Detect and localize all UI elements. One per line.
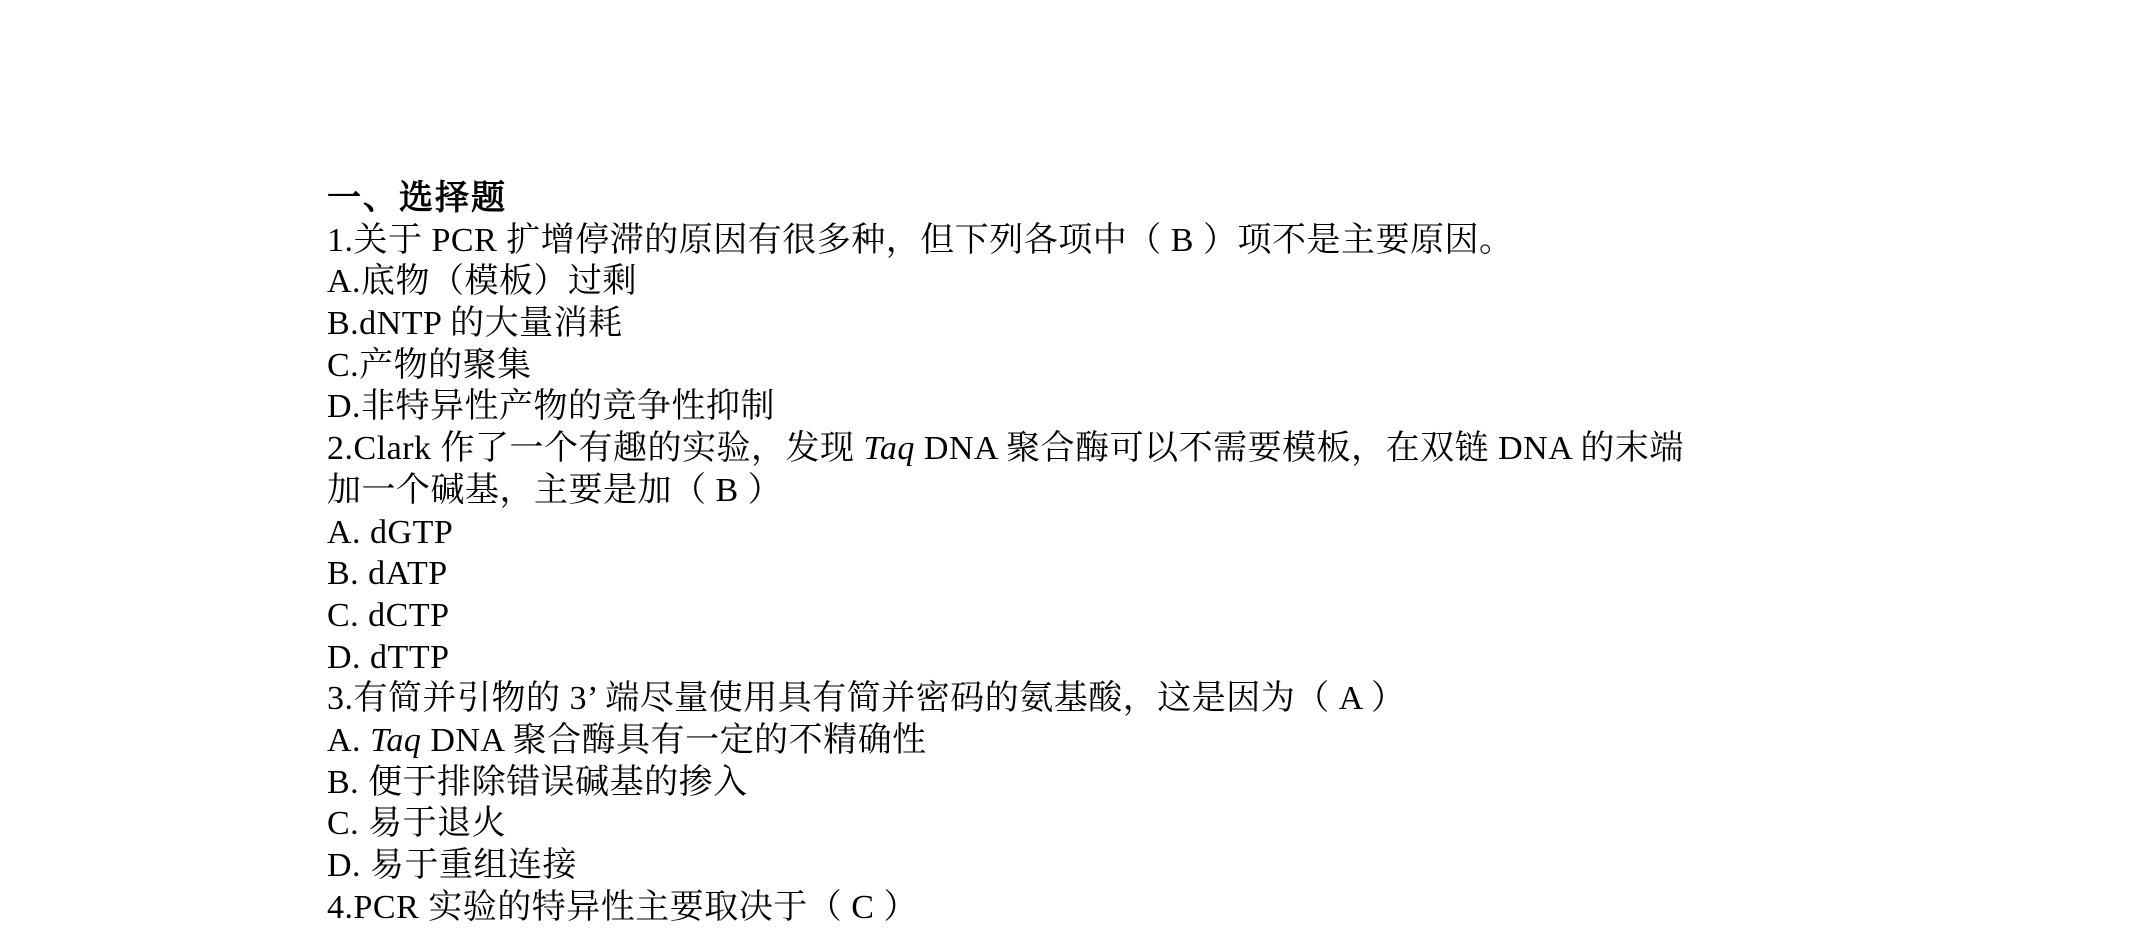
text-segment: D.非特异性产物的竞争性抑制: [327, 388, 776, 426]
question-2-option-a: [327, 512, 1684, 554]
question-3-option-c: [327, 803, 1684, 845]
text-segment: B.dNTP 的大量消耗: [327, 305, 623, 343]
question-1-stem: [327, 220, 1684, 262]
question-3-option-b: [327, 762, 1684, 804]
text-segment: DNA 聚合酶具有一定的不精确性: [421, 721, 927, 759]
text-segment: 1.关于 PCR 扩增停滞的原因有很多种，但下列各项中（ B ）项不是主要原因。: [327, 221, 1514, 259]
question-1-option-d: [327, 386, 1684, 428]
text-segment: 2.Clark 作了一个有趣的实验，发现: [327, 430, 864, 468]
question-3-option-a: [327, 720, 1684, 762]
text-segment: D. 易于重组连接: [327, 847, 578, 884]
question-1-option-a: [327, 261, 1684, 303]
text-segment: 一、选择题: [327, 180, 507, 217]
document-body: [327, 178, 1684, 928]
question-1-option-c: [327, 345, 1684, 387]
text-segment: A. dGTP: [327, 513, 454, 551]
question-2-option-d: [327, 637, 1684, 679]
section-heading: [327, 178, 1684, 220]
text-segment: C. dCTP: [327, 596, 450, 634]
text-segment: 3.有简并引物的 3’ 端尽量使用具有简并密码的氨基酸，这是因为（ A ）: [327, 680, 1406, 718]
question-2-stem-line-1: [327, 428, 1684, 470]
text-segment: B. dATP: [327, 555, 448, 593]
text-segment: A.: [327, 721, 371, 759]
question-2-option-b: [327, 553, 1684, 595]
text-segment: DNA 聚合酶可以不需要模板，在双链 DNA 的末端: [914, 430, 1684, 468]
text-segment: 4.PCR 实验的特异性主要取决于（ C ）: [327, 888, 918, 926]
question-3-stem: [327, 678, 1684, 720]
text-segment: A.底物（模板）过剩: [327, 263, 638, 301]
text-segment: C. 易于退火: [327, 805, 507, 843]
question-4-stem: [327, 887, 1684, 928]
question-2-stem-line-2: [327, 470, 1684, 512]
text-segment: D. dTTP: [327, 638, 450, 676]
italic-term: Taq: [863, 430, 915, 468]
italic-term: Taq: [370, 721, 422, 759]
text-segment: C.产物的聚集: [327, 346, 532, 384]
text-segment: 加一个碱基，主要是加（ B ）: [327, 471, 783, 509]
question-3-option-d: [327, 845, 1684, 887]
question-2-option-c: [327, 595, 1684, 637]
text-segment: B. 便于排除错误碱基的掺入: [327, 763, 748, 801]
question-1-option-b: [327, 303, 1684, 345]
